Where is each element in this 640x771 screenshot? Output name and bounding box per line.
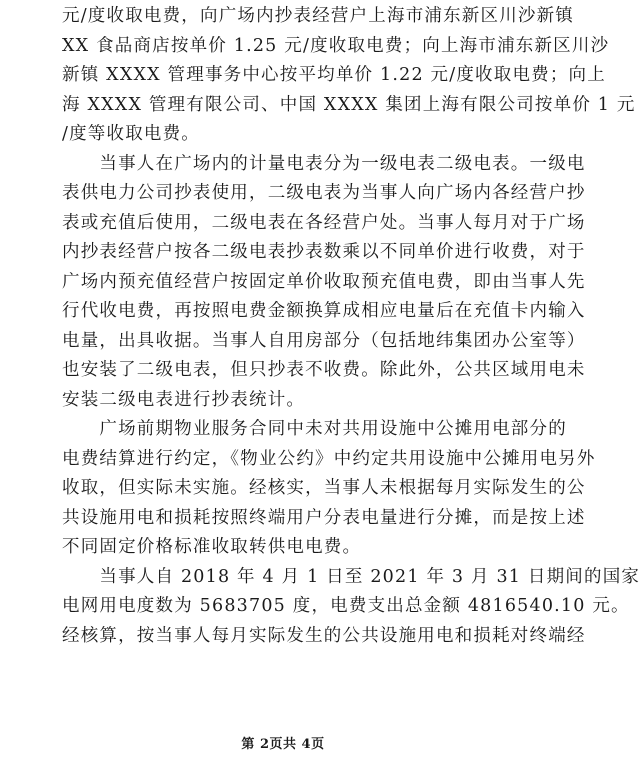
paragraph-consumption-totals <box>62 563 640 652</box>
paragraph-electricity-prices <box>62 2 636 150</box>
text-line: 海 XXXX 管理有限公司、中国 XXXX 集团上海有限公司按单价 1 元 <box>62 94 636 115</box>
text-line: 经核算，按当事人每月实际发生的公共设施用电和损耗对终端经 <box>62 625 586 646</box>
page-number: 第 2页共 4页 <box>241 737 325 752</box>
text-line: 当事人在广场内的计量电表分为一级电表二级电表。一级电 <box>62 153 586 174</box>
text-line: 新镇 XXXX 管理事务中心按平均单价 1.22 元/度收取电费；向上 <box>62 65 606 85</box>
text-line: 共设施用电和损耗按照终端用户分表电量进行分摊，而是按上述 <box>62 507 586 528</box>
document-body <box>62 2 640 651</box>
text-line: 行代收电费，再按照电费金额换算成相应电量后在充值卡内输入 <box>62 301 586 321</box>
paragraph-meter-levels <box>62 150 586 416</box>
text-line: 广场前期物业服务合同中未对共用设施中公摊用电部分的 <box>62 419 567 439</box>
text-line: 安装二级电表进行抄表统计。 <box>62 389 306 410</box>
text-line: XX 食品商店按单价 1.25 元/度收取电费；向上海市浦东新区川沙 <box>62 35 610 56</box>
text-line: 表供电力公司抄表使用，二级电表为当事人向广场内各经营户抄 <box>62 183 586 203</box>
text-line: 不同固定价格标准收取转供电电费。 <box>62 537 362 557</box>
text-line: 电费结算进行约定，《物业公约》中约定共用设施中公摊用电另外 <box>62 448 596 469</box>
text-line: 内抄表经营户按各二级电表抄表数乘以不同单价进行收费，对于 <box>62 242 586 262</box>
text-line: 收取，但实际未实施。经核实，当事人未根据每月实际发生的公 <box>62 478 586 498</box>
text-line: 元/度收取电费，向广场内抄表经营户上海市浦东新区川沙新镇 <box>62 6 574 26</box>
text-line: /度等收取电费。 <box>62 124 200 144</box>
paragraph-service-contract <box>62 415 596 563</box>
text-line: 表或充值后使用，二级电表在各经营户处。当事人每月对于广场 <box>62 212 586 233</box>
text-line: 广场内预充值经营户按固定单价收取预充值电费，即由当事人先 <box>62 271 586 292</box>
text-line: 当事人自 2018 年 4 月 1 日至 2021 年 3 月 31 日期间的国家 <box>62 566 640 587</box>
text-line: 电量，出具收据。当事人自用房部分（包括地纬集团办公室等） <box>62 330 586 351</box>
text-line: 电网用电度数为 5683705 度，电费支出总金额 4816540.10 元。 <box>62 596 630 616</box>
text-line: 也安装了二级电表，但只抄表不收费。除此外，公共区域用电未 <box>62 360 586 380</box>
